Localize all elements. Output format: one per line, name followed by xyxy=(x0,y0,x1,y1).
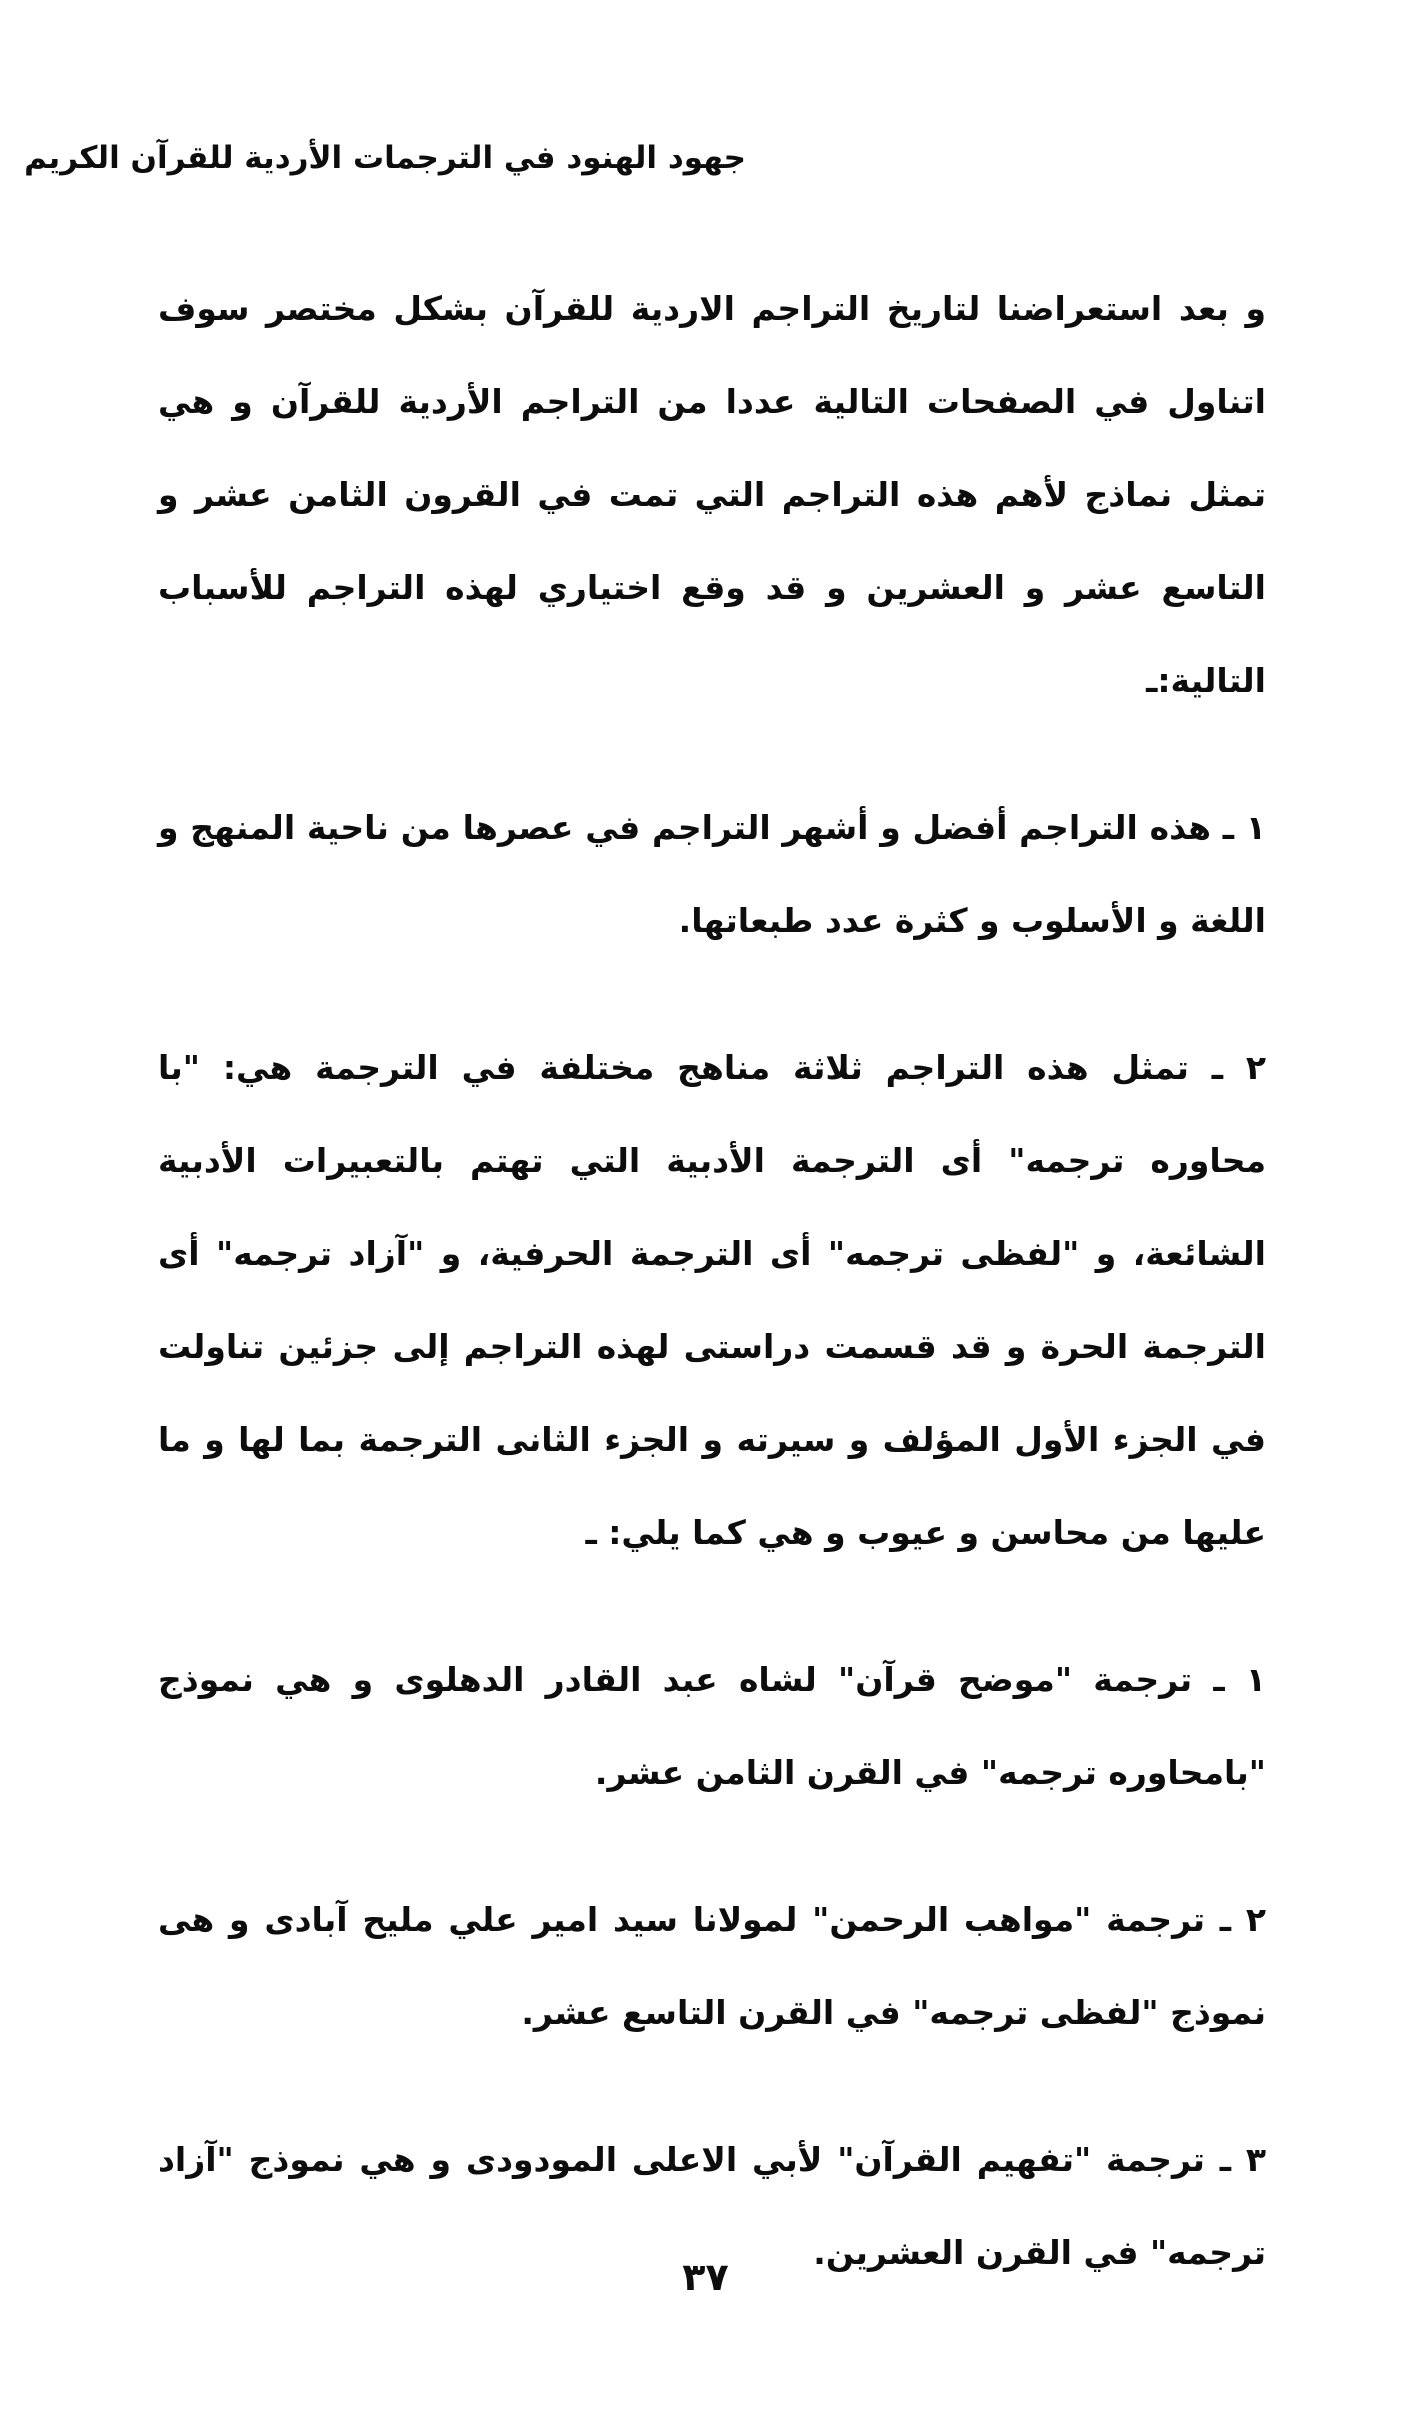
intro-paragraph: و بعد استعراضنا لتاريخ التراجم الاردية للقرآن بشكل مختصر سوف اتناول في الصفحات التالية عددا من التراجم الأردية للقرآن و هي تمثل نماذج لأهم هذه التراجم التي تمت في القرون الثامن عشر و التاسع عشر و العشرين و قد وقع اختياري لهذه التراجم للأسباب التالية:ـ xyxy=(158,289,1266,700)
page-number: ٣٧ xyxy=(682,2255,729,2299)
translation-2-paragraph: ٢ ـ ترجمة "مواهب الرحمن" لمولانا سيد امير علي مليح آبادى و هى نموذج "لفظى ترجمه" في القرن التاسع عشر. xyxy=(158,1900,1266,2032)
reason-1-paragraph: ١ ـ هذه التراجم أفضل و أشهر التراجم في عصرها من ناحية المنهج و اللغة و الأسلوب و كثرة عدد طبعاتها. xyxy=(158,808,1266,940)
translation-3-paragraph: ٣ ـ ترجمة "تفهيم القرآن" لأبي الاعلى المودودى و هي نموذج "آزاد ترجمه" في القرن العشرين. xyxy=(158,2140,1266,2272)
reason-2-paragraph: ٢ ـ تمثل هذه التراجم ثلاثة مناهج مختلفة في الترجمة هي: "با محاوره ترجمه" أى الترجمة الأدبية التي تهتم بالتعبيرات الأدبية الشائعة، و "لفظى ترجمه" أى الترجمة الحرفية، و "آزاد ترجمه" أى الترجمة الحرة و قد قسمت دراستى لهذه التراجم إلى جزئين تناولت في الجزء الأول المؤلف و سيرته و الجزء الثانى الترجمة بما لها و ما عليها من محاسن و عيوب و هي كما يلي: ـ xyxy=(158,1048,1266,1552)
body-text xyxy=(158,262,1266,2353)
running-header-title: جهود الهنود في الترجمات الأردية للقرآن الكريم xyxy=(24,140,746,176)
translation-1-paragraph: ١ ـ ترجمة "موضح قرآن" لشاه عبد القادر الدهلوى و هي نموذج "بامحاوره ترجمه" في القرن الثامن عشر. xyxy=(158,1660,1266,1792)
